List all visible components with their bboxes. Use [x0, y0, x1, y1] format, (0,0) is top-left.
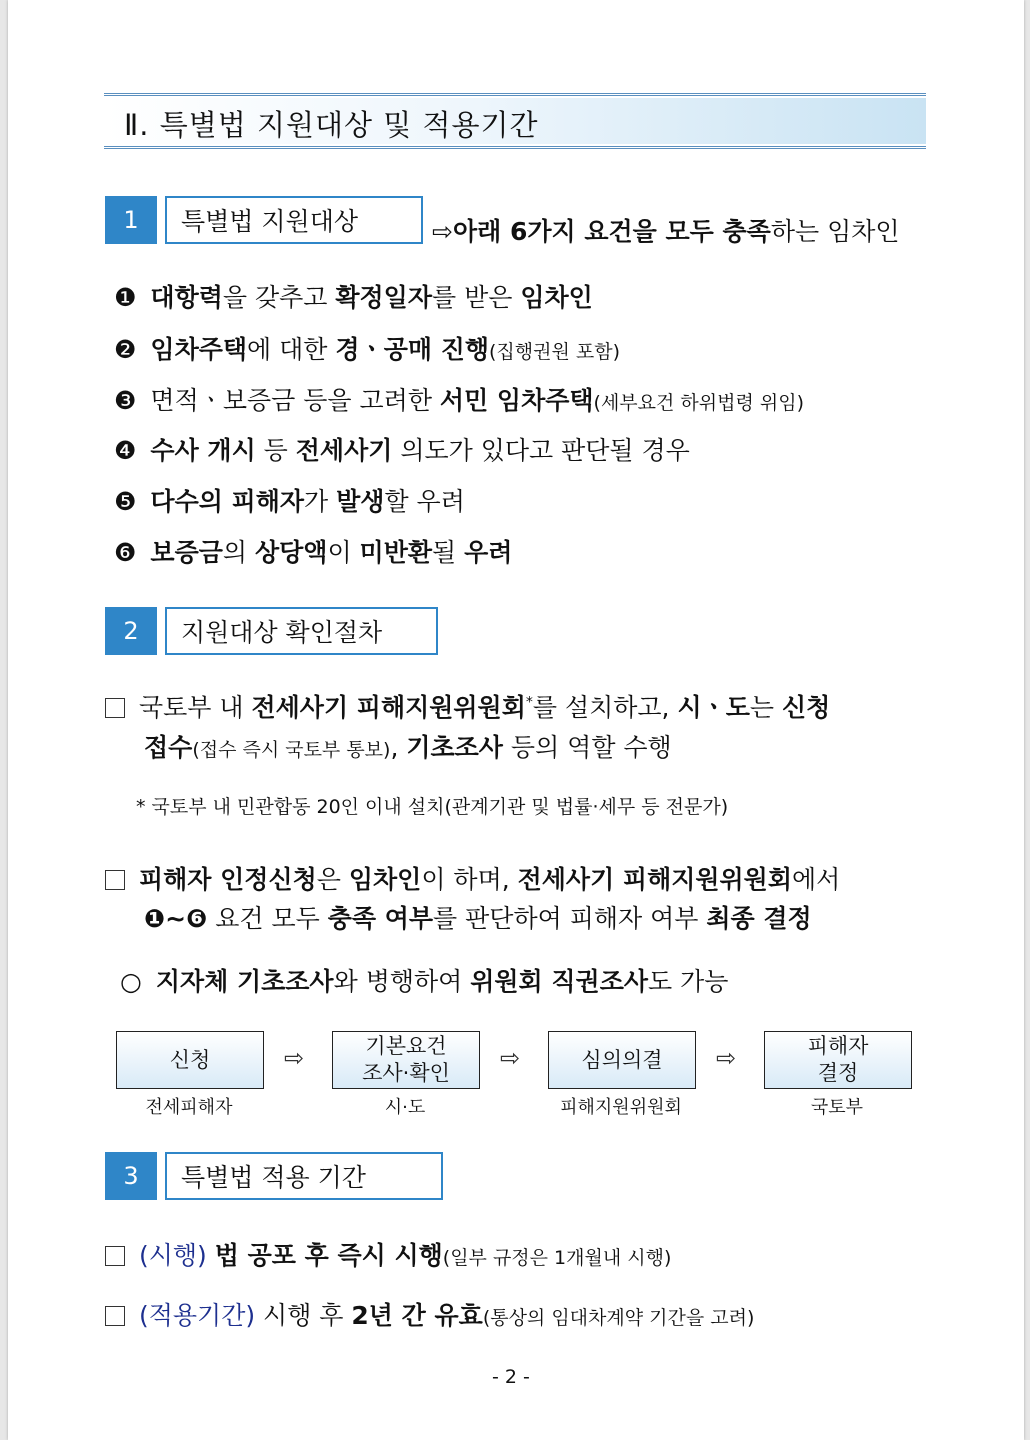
text: 는 [749, 693, 783, 722]
bold-text: 충족 여부 [327, 904, 434, 933]
bold-text: 상당액 [254, 538, 328, 567]
number-bullet-icon: ❷ [114, 335, 137, 364]
bold-text: 보증금 [150, 538, 223, 567]
bold-text: 확정일자 [335, 283, 432, 312]
small-text: (집행권원 포함) [489, 341, 620, 363]
bold-text: 임차인 [348, 865, 422, 894]
bold-text: 법 공포 후 즉시 시행 [214, 1241, 443, 1270]
text: 를 설치하고, [532, 693, 678, 722]
section-number: 2 [105, 607, 157, 655]
arrow-icon: ⇨ [432, 217, 453, 246]
flow-arrow-icon: ⇨ [500, 1044, 521, 1072]
checkbox-square-icon [105, 698, 125, 718]
text: 할 우려 [384, 487, 465, 516]
checkbox-square-icon [105, 870, 125, 890]
bold-text: 서민 임차주택 [439, 386, 594, 415]
flow-step-box: 신청 [116, 1031, 264, 1089]
section-1-summary: ⇨아래 6가지 요건을 모두 충족하는 임차인 [432, 217, 900, 246]
text: 을 갖추고 [222, 283, 336, 312]
bold-text: 수사 개시 [150, 436, 256, 465]
bold-text: 지자체 기초조사 [155, 967, 334, 996]
bold-text: 미반환 [359, 538, 432, 567]
text: 에서 [791, 865, 841, 894]
flow-arrow-icon: ⇨ [716, 1044, 737, 1072]
text: , [390, 733, 407, 762]
number-bullet-icon: ❺ [114, 487, 137, 516]
flow-arrow-icon: ⇨ [284, 1044, 305, 1072]
bold-text: 전세사기 [295, 436, 393, 465]
text: 등 [255, 436, 296, 465]
text: 의 [222, 538, 255, 567]
bold-text: 기초조사 [406, 733, 503, 762]
bold-text: 전세사기 피해지원위원회 [251, 693, 526, 722]
blue-label: (시행) [139, 1241, 207, 1270]
period-line-2 [105, 1296, 754, 1332]
number-bullet-icon: ❶ [114, 283, 137, 312]
section-title: 지원대상 확인절차 [165, 607, 438, 655]
paragraph-2-line-2 [144, 899, 812, 935]
bold-text: 접수 [144, 733, 193, 762]
requirement-item [114, 330, 620, 366]
small-text: (접수 즉시 국토부 통보) [192, 739, 391, 761]
text [207, 1241, 215, 1270]
text: 국토부 내 [139, 693, 252, 722]
flow-step-box: 피해자 결정 [764, 1031, 912, 1089]
bold-text: 경ㆍ공매 진행 [335, 335, 489, 364]
text: 요건 모두 [207, 904, 328, 933]
text: 에 대한 [247, 335, 336, 364]
bold-text: 피해자 인정신청 [139, 865, 317, 894]
paragraph-2-line-1 [105, 860, 840, 896]
flow-step-label: 피해지원위원회 [560, 1097, 682, 1118]
paragraph-3 [120, 962, 728, 998]
text: 이 하며, [421, 865, 518, 894]
requirement-item [114, 482, 465, 518]
document-page [8, 0, 1024, 1440]
checkbox-square-icon [105, 1306, 125, 1326]
number-bullet-icon: ❻ [114, 538, 137, 567]
requirement-item [114, 533, 512, 569]
flow-step-label: 국토부 [810, 1097, 864, 1118]
section-number: 1 [105, 196, 157, 244]
text: 면적ㆍ보증금 등을 고려한 [150, 386, 440, 415]
bold-text: 발생 [336, 487, 385, 516]
period-line-1 [105, 1236, 671, 1272]
text: 가 [304, 487, 337, 516]
circle-bullet-icon: ○ [120, 967, 142, 996]
text: 시행 후 [255, 1301, 352, 1330]
small-text: (세부요건 하위법령 위임) [593, 392, 804, 414]
small-text: (통상의 임대차계약 기간을 고려) [482, 1307, 755, 1329]
requirement-item [114, 381, 804, 417]
bold-text: 2년 간 유효 [351, 1301, 483, 1330]
text: 은 [316, 865, 349, 894]
text: 이 [327, 538, 360, 567]
paragraph-1-line-2 [144, 728, 672, 764]
paragraph-1-line-1 [105, 688, 830, 724]
text: 를 판단하여 피해자 여부 [433, 904, 707, 933]
footnote: * 국토부 내 민관합동 20인 이내 설치(관계기관 및 법률·세무 등 전문가) [136, 796, 729, 818]
chapter-header [104, 93, 926, 151]
chapter-title: Ⅱ. 특별법 지원대상 및 적용기간 [124, 108, 539, 142]
number-bullet-icon: ❸ [114, 386, 137, 415]
small-text: (일부 규정은 1개월내 시행) [442, 1247, 672, 1269]
bold-text: 전세사기 피해지원위원회 [517, 865, 792, 894]
bold-text: 신청 [782, 693, 831, 722]
bold-text: 대항력 [150, 283, 223, 312]
bold-text: 임차인 [520, 283, 593, 312]
number-bullet-icon: ❹ [114, 436, 137, 465]
text: 될 [432, 538, 465, 567]
flow-step-label: 전세피해자 [145, 1097, 233, 1118]
bold-text: ❶~❻ [144, 904, 208, 933]
bold-text: 위원회 직권조사 [470, 967, 649, 996]
bold-text: 임차주택 [150, 335, 248, 364]
section-title: 특별법 적용 기간 [165, 1152, 443, 1200]
text: 와 병행하여 [333, 967, 471, 996]
bold-text: 우려 [464, 538, 513, 567]
text: 도 가능 [648, 967, 729, 996]
text: 의도가 있다고 판단될 경우 [392, 436, 690, 465]
bold-text: 시ㆍ도 [677, 693, 750, 722]
section-number: 3 [105, 1152, 157, 1200]
text: 등의 역할 수행 [502, 733, 672, 762]
checkbox-square-icon [105, 1246, 125, 1266]
footnote-mark: * [525, 694, 533, 711]
blue-label: (적용기간) [139, 1301, 256, 1330]
section-title: 특별법 지원대상 [165, 196, 423, 244]
page-number: - 2 - [492, 1366, 530, 1388]
text: 를 받은 [431, 283, 521, 312]
bold-text: 최종 결정 [706, 904, 812, 933]
requirement-item [114, 431, 690, 467]
requirement-item [114, 278, 593, 314]
flow-step-label: 시·도 [384, 1097, 426, 1118]
flow-step-box: 심의의결 [548, 1031, 696, 1089]
bold-text: 다수의 피해자 [150, 487, 305, 516]
flow-step-box: 기본요건 조사·확인 [332, 1031, 480, 1089]
